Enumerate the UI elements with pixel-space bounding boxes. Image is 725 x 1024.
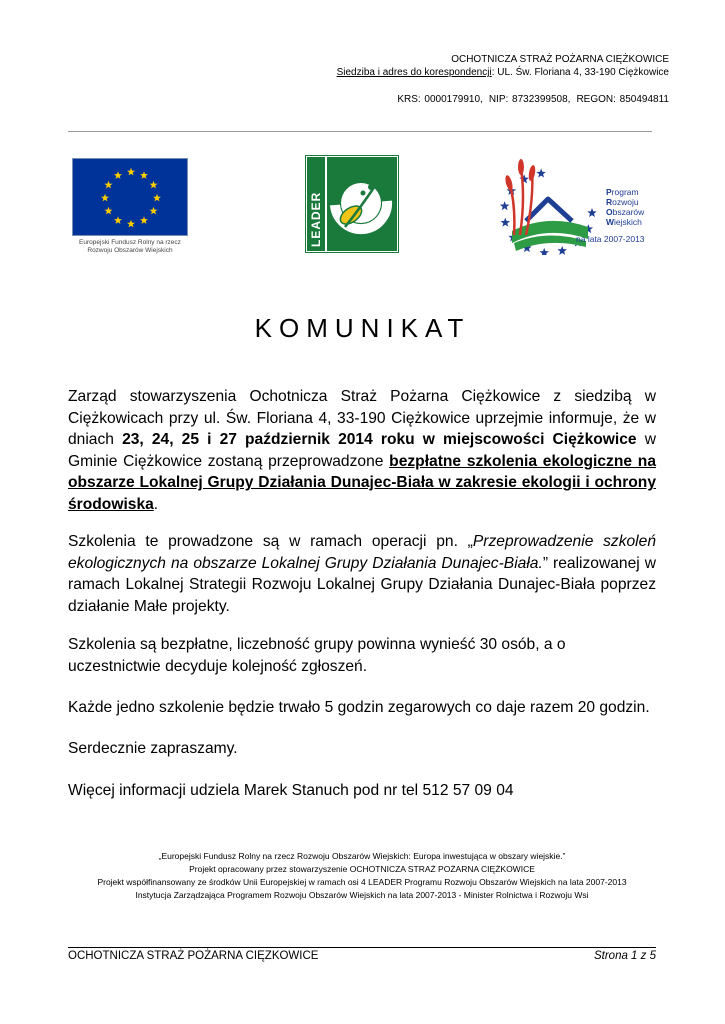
page-number: Strona 1 z 5	[593, 950, 656, 962]
footer-divider	[68, 947, 656, 948]
p1-dates: 23, 24, 25 i 27 październik 2014 roku w miejscowości Ciężkowice	[122, 431, 637, 448]
prow-word-2: ozwoju	[612, 197, 639, 207]
prow-star-icon	[536, 168, 546, 177]
p1-text-c: w Gminie Ciężkowice zostaną przeprowadzone	[68, 431, 656, 470]
prow-star-icon	[500, 201, 510, 210]
eu-caption-line-2: Rozwoju Obszarów Wiejskich	[87, 247, 173, 254]
footnote-line-4: Instytucja Zarządzająca Programem Rozwoju Obszarów Wiejskich na lata 2007-2013 - Minister Rolnictwa i Rozwoju Wsi	[135, 890, 589, 900]
krs-number: KRS: 0000179910,	[397, 94, 483, 105]
eu-caption-line-1: Europejski Fundusz Rolny na rzecz	[79, 239, 181, 246]
address-label: Siedziba i adres do korespondencji	[336, 67, 492, 78]
prow-years: na lata 2007-2013	[576, 234, 645, 244]
prow-star-icon	[539, 248, 549, 255]
eu-star-icon	[104, 181, 112, 189]
footnote-line-2: Projekt opracowany przez stowarzyszenie OCHOTNICZA STRAŻ POŻARNA CIĘŻKOWICE	[189, 864, 535, 874]
p1-training-topic: bezpłatne szkolenia ekologiczne na obszarze Lokalnej Grupy Działania Dunajec-Biała w zakresie ekologii i ochrony środowiska	[68, 452, 656, 513]
eu-star-icon	[150, 207, 158, 215]
header-registry	[397, 93, 669, 106]
eu-star-icon	[127, 168, 135, 176]
eu-flag-icon	[72, 158, 188, 236]
eu-star-icon	[104, 207, 112, 215]
paragraph-duration: Każde jedno szkolenie będzie trwało 5 godzin zegarowych co daje razem 20 godzin.	[68, 699, 650, 716]
footnote-line-3: Projekt współfinansowany ze środków Unii Europejskiej w ramach osi 4 LEADER Programu Rozwoju Obszarów Wiejskich na lata 2007-2013	[97, 877, 627, 887]
footer-org-name: OCHOTNICZA STRAŻ POŻARNA CIĘZKOWICE	[68, 950, 319, 962]
paragraph-operation	[68, 531, 656, 617]
eu-caption	[70, 239, 190, 255]
p2-text-a: Szkolenia te prowadzone są w ramach operacji pn. „	[68, 533, 473, 550]
prow-star-icon	[587, 208, 597, 217]
p1-text-e: .	[153, 495, 159, 513]
eu-star-icon	[114, 216, 122, 224]
paragraph-invitation: Serdecznie zapraszamy.	[68, 740, 238, 757]
prow-word-4: iejskich	[614, 217, 642, 227]
eu-star-icon	[127, 220, 135, 228]
prow-word-1: rogram	[611, 187, 639, 197]
eu-star-icon	[150, 181, 158, 189]
eu-logo	[70, 158, 190, 258]
prow-star-icon	[557, 246, 567, 255]
paragraph-announcement	[68, 386, 656, 515]
paragraph-contact: Więcej informacji udziela Marek Stanuch pod nr tel 512 57 09 04	[68, 782, 514, 799]
leader-emblem-icon	[305, 155, 399, 253]
header-address	[337, 66, 669, 79]
p1-text-a: Zarząd stowarzyszenia Ochotnicza Straż Pożarna Ciężkowice z siedzibą w Ciężkowicach przy ul. Św. Floriana 4, 33-190 Ciężkowice uprzejmie informuje, że w dniach	[68, 388, 656, 448]
leader-logo	[305, 155, 399, 253]
prow-initial-o: O	[606, 207, 613, 217]
eu-star-icon	[101, 194, 109, 202]
address-value: : UL. Św. Floriana 4, 33-190 Ciężkowice	[491, 67, 669, 78]
leader-vertical-text: LEADER	[309, 191, 323, 247]
eu-star-icon	[140, 171, 148, 179]
footnote-line-1: „Europejski Fundusz Rolny na rzecz Rozwoju Obszarów Wiejskich: Europa inwestująca w obszary wiejskie.”	[158, 851, 566, 861]
regon-number: REGON: 850494811	[576, 94, 669, 105]
prow-word-3: bszarów	[612, 207, 645, 217]
prow-initial-r: R	[606, 197, 613, 207]
nip-number: NIP: 8732399508,	[488, 94, 571, 105]
p2-operation-name: Przeprowadzenie szkoleń ekologicznych na obszarze Lokalnej Grupy Działania Dunajec-Biała.	[68, 533, 656, 572]
eu-star-icon	[140, 216, 148, 224]
prow-name	[606, 187, 644, 227]
prow-initial-w: W	[606, 217, 615, 227]
paragraph-free-training: Szkolenia są bezpłatne, liczebność grupy powinna wynieść 30 osób, a o uczestnictwie decyduje kolejność zgłoszeń.	[68, 636, 566, 675]
prow-star-icon	[501, 218, 511, 227]
eu-star-icon	[153, 194, 161, 202]
prow-initial-p: P	[606, 187, 612, 197]
header-org-name: OCHOTNICZA STRAŻ POŻARNA CIĘŻKOWICE	[451, 54, 669, 65]
eu-star-icon	[114, 171, 122, 179]
p2-text-c: ” realizowanej w ramach Lokalnej Strategii Rozwoju Lokalnej Grupy Działania Dunajec-Biała poprzez działanie Małe projekty.	[68, 554, 656, 615]
funding-footnote	[68, 850, 656, 902]
prow-logo	[490, 155, 660, 255]
page-title: KOMUNIKAT	[254, 313, 471, 343]
header-divider	[68, 131, 652, 132]
